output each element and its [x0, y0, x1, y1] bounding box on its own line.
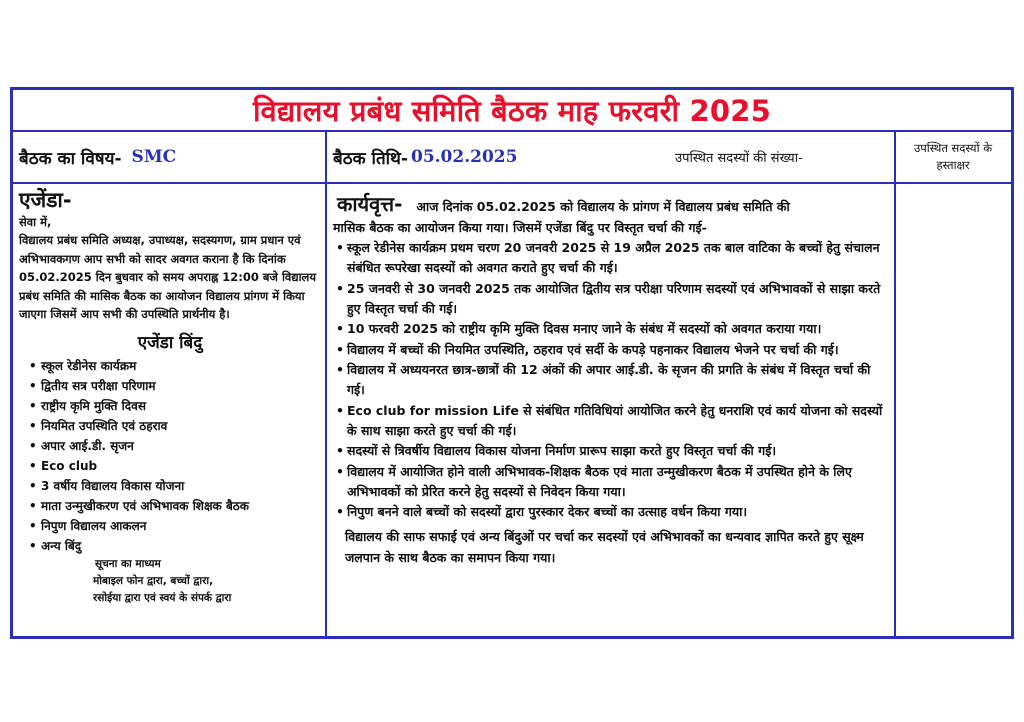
minutes-column	[333, 194, 889, 568]
agenda-points-list	[19, 356, 321, 557]
agenda-points-title: एजेंडा बिंदु	[137, 332, 203, 353]
agenda-column	[19, 187, 321, 607]
list-item: • राष्ट्रीय कृमि मुक्ति दिवस	[41, 396, 321, 416]
list-item: • अपार आई.डी. सृजन	[41, 436, 321, 456]
list-item: • निपुण विद्यालय आकलन	[41, 516, 321, 536]
list-item: • विद्यालय में अध्ययनरत छात्र-छात्रों की 12 अंकों की अपार आई.डी. के सृजन की प्रगति के संबंध में विस्तृत चर्चा की गई।	[347, 360, 889, 400]
list-item: • अन्य बिंदु	[41, 536, 321, 556]
list-item: • द्वितीय सत्र परीक्षा परिणाम	[41, 376, 321, 396]
subject-value: SMC	[131, 147, 177, 167]
minutes-title: कार्यवृत्त-	[337, 192, 403, 216]
column-divider	[325, 132, 327, 636]
list-item: • नियमित उपस्थिति एवं ठहराव	[41, 416, 321, 436]
notice-line: मोबाइल फोन द्वारा, बच्चों द्वारा,	[93, 575, 214, 588]
list-item: • विद्यालय में बच्चों की नियमित उपस्थिति, ठहराव एवं सर्दी के कपड़े पहनाकर विद्यालय भेजने पर चर्चा की गई।	[347, 340, 889, 360]
list-item: • स्कूल रेडीनेस कार्यक्रम	[41, 356, 321, 376]
list-item: • निपुण बनने वाले बच्चों को सदस्यों द्वारा पुरस्कार देकर बच्चों का उत्साह वर्धन किया गया।	[347, 502, 889, 522]
subject-label: बैठक का विषय-	[19, 148, 122, 169]
agenda-title: एजेंडा-	[19, 188, 72, 212]
date-label: बैठक तिथि-	[333, 148, 408, 169]
list-item: • 25 जनवरी से 30 जनवरी 2025 तक आयोजित द्वितीय सत्र परीक्षा परिणाम सदस्यों एवं अभिभावकों से साझा करते हुए विस्तृत चर्चा की गई।	[347, 279, 889, 319]
minutes-intro-line: आज दिनांक 05.02.2025 को विद्यालय के प्रांगण में विद्यालय प्रबंध समिति की	[416, 199, 790, 214]
list-item: • विद्यालय में आयोजित होने वाली अभिभावक-शिक्षक बैठक एवं माता उन्मुखीकरण बैठक में उपस्थित होने के लिए अभिभावकों को प्रेरित करने हेतु सदस्यों से निवेदन किया गया।	[347, 462, 889, 502]
column-divider	[894, 132, 896, 636]
document-title: विद्यालय प्रबंध समिति बैठक माह फरवरी 2025	[252, 93, 772, 128]
date-value: 05.02.2025	[410, 147, 518, 167]
signature-column-label: उपस्थित सदस्यों के हस्ताक्षर	[913, 141, 993, 172]
list-item: • Eco club	[41, 456, 321, 476]
notice-line: रसोईया द्वारा एवं स्वयं के संपर्क द्वारा	[93, 592, 232, 605]
agenda-salutation: सेवा में,	[19, 215, 52, 229]
minutes-closing: विद्यालय की साफ सफाई एवं अन्य बिंदुओं पर चर्चा कर सदस्यों एवं अभिभावकों का धन्यवाद ज्ञापित करते हुए सूक्ष्म जलपान के साथ बैठक का समापन किया गया।	[345, 529, 864, 565]
list-item: • स्कूल रेडीनेस कार्यक्रम प्रथम चरण 20 जनवरी 2025 से 19 अप्रैल 2025 तक बाल वाटिका के बच्चों हेतु संचालन संबंधित रूपरेखा सदस्यों को अवगत कराते हुए चर्चा की गई।	[347, 238, 889, 278]
notice-title: सूचना का माध्यम	[95, 558, 161, 571]
list-item: • 10 फरवरी 2025 को राष्ट्रीय कृमि मुक्ति दिवस मनाए जाने के संबंध में सदस्यों को अवगत कराया गया।	[347, 319, 889, 339]
list-item: • 3 वर्षीय विद्यालय विकास योजना	[41, 476, 321, 496]
attendee-count-label: उपस्थित सदस्यों की संख्या-	[675, 151, 803, 166]
list-item: • माता उन्मुखीकरण एवं अभिभावक शिक्षक बैठक	[41, 496, 321, 516]
list-item: • Eco club for mission Life से संबंधित गतिविधियां आयोजित करने हेतु धनराशि एवं कार्य योजना को सदस्यों के साथ साझा करते हुए चर्चा की गई।	[347, 401, 889, 441]
list-item: • सदस्यों से त्रिवर्षीय विद्यालय विकास योजना निर्माण प्रारूप साझा करते हुए विस्तृत चर्चा की गई।	[347, 441, 889, 461]
meeting-date	[333, 132, 553, 182]
meeting-subject	[19, 132, 319, 182]
header-row	[13, 132, 1011, 184]
meeting-document	[10, 87, 1014, 639]
minutes-intro	[333, 194, 889, 238]
minutes-list	[333, 238, 889, 522]
notice-block	[19, 556, 321, 607]
title-row	[13, 90, 1011, 132]
agenda-intro: विद्यालय प्रबंध समिति अध्यक्ष, उपाध्यक्ष, सदस्यगण, ग्राम प्रधान एवं अभिभावकगण आप सभी को सादर अवगत कराना है कि दिनांक 05.02.2025 दिन बुधवार को समय अपराह्न 12:00 बजे विद्यालय प्रबंध समिति की मासिक बैठक का आयोजन विद्यालय प्रांगण में किया जाएगा जिसमें आप सभी की उपस्थिति प्रार्थनीय है।	[19, 233, 317, 321]
minutes-intro-line: मासिक बैठक का आयोजन किया गया। जिसमें एजेंडा बिंदु पर विस्तृत चर्चा की गई-	[333, 220, 707, 235]
